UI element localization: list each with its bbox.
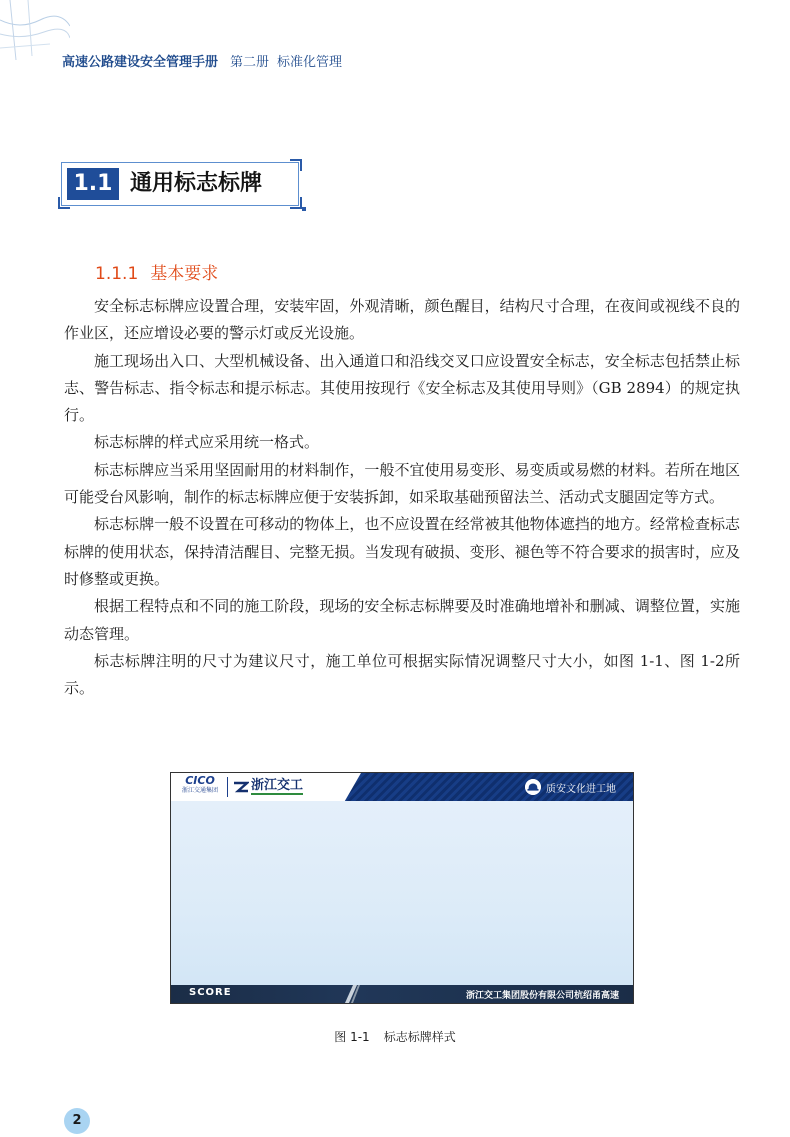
section-title: 通用标志标牌 (130, 171, 263, 196)
caption-number: 图 1-1 (334, 1030, 370, 1044)
paragraph: 施工现场出入口、大型机械设备、出入通道口和沿线交叉口应设置安全标志，安全标志包括禁止标志、警告标志、指令标志和提示标志。其使用按现行《安全标志及其使用导则》（GB 2894）的规定执行。 (64, 351, 740, 425)
paragraph: 标志标牌的样式应采用统一格式。 (94, 433, 320, 452)
section-heading (61, 162, 299, 206)
safety-helmet-icon (525, 779, 541, 795)
sign-blank-panel (171, 801, 633, 985)
page-number: 2 (64, 1108, 90, 1134)
company-name: 浙江交工集团股份有限公司杭绍甬高速 (465, 991, 619, 1001)
cico-logo (179, 775, 221, 795)
body-text (64, 293, 740, 702)
figure-caption (0, 1028, 790, 1045)
cico-logo-subtext: 浙江交通集团 (181, 787, 218, 794)
section-number: 1.1 (67, 168, 119, 200)
road-stripe-icon (339, 985, 363, 1003)
paragraph: 标志标牌应当采用坚固耐用的材料制作，一般不宜使用易变形、易变质或易燃的材料。若所在地区可能受台风影响，制作的标志标牌应便于安装拆卸，如采取基础预留法兰、活动式支腿固定等方式。 (64, 460, 740, 507)
corner-mark (290, 197, 302, 209)
paragraph: 标志标牌注明的尺寸为建议尺寸，施工单位可根据实际情况调整尺寸大小，如图 1-1、图 1-2所示。 (64, 651, 740, 698)
sign-motto: 质安文化进工地 (546, 784, 616, 795)
part-label: 标准化管理 (277, 55, 343, 70)
subsection-number: 1.1.1 (95, 264, 139, 284)
subsection-heading (95, 259, 218, 284)
paragraph: 根据工程特点和不同的施工阶段，现场的安全标志标牌要及时准确地增补和删减、调整位置，实施动态管理。 (64, 597, 740, 643)
running-header (62, 51, 342, 70)
signboard-figure (170, 772, 634, 1004)
corner-mark (58, 197, 70, 209)
paragraph: 标志标牌一般不设置在可移动的物体上，也不应设置在经常被其他物体遮挡的地方。经常检查标志标牌的使用状态，保持清洁醒目、完整无损。当发现有破损、变形、褪色等不符合要求的损害时，应及时修整或更换。 (64, 515, 740, 588)
corner-mark (290, 159, 302, 171)
brand-mark-icon (233, 780, 249, 794)
book-title: 高速公路建设安全管理手册 (62, 55, 219, 70)
score-logo: SCORE (189, 987, 232, 998)
corner-dot (302, 207, 306, 211)
logo-separator (227, 777, 228, 797)
brand-logo-text: 浙江交工 (251, 778, 304, 793)
cico-logo-text: CICO (185, 774, 215, 787)
paragraph: 安全标志标牌应设置合理，安装牢固，外观清晰，颜色醒目，结构尺寸合理，在夜间或视线不良的作业区，还应增设必要的警示灯或反光设施。 (64, 297, 740, 343)
caption-text: 标志标牌样式 (383, 1030, 456, 1044)
corner-decoration (0, 0, 70, 80)
subsection-title: 基本要求 (150, 264, 219, 284)
volume-label: 第二册 (230, 55, 270, 70)
